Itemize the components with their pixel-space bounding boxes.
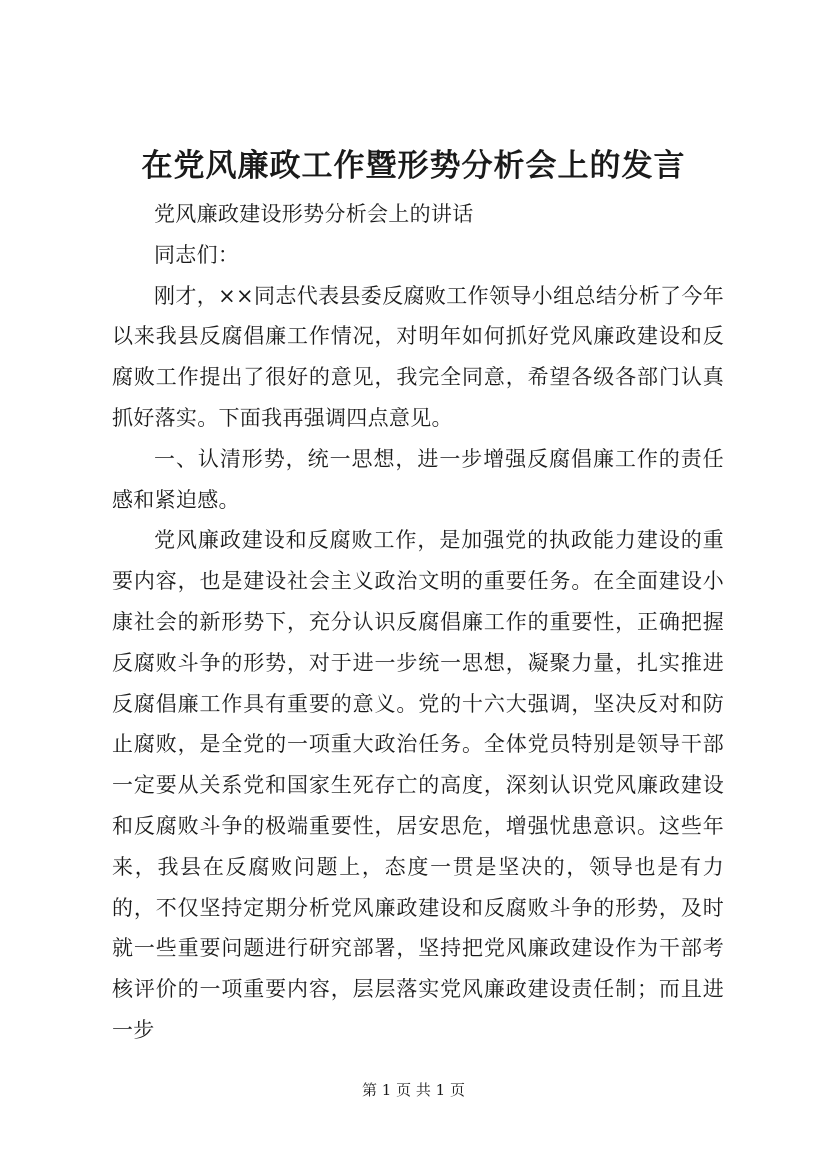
subtitle: 党风廉政建设形势分析会上的讲话 — [154, 202, 474, 226]
salutation: 同志们： — [154, 242, 240, 267]
document-body — [112, 194, 724, 1051]
paragraph-2: 一、认清形势，统一思想，进一步增强反腐倡廉工作的责任感和紧迫感。 — [112, 446, 724, 512]
paragraph-1: 刚才，××同志代表县委反腐败工作领导小组总结分析了今年以来我县反腐倡廉工作情况，对明年如何抓好党风廉政建设和反腐败工作提出了很好的意见，我完全同意，希望各级各部门认真抓好落实。下面我再强调四点意见。 — [112, 283, 724, 430]
page-number-footer: 第 1 页 共 1 页 — [362, 1081, 465, 1099]
paragraph-3: 党风廉政建设和反腐败工作，是加强党的执政能力建设的重要内容，也是建设社会主义政治文明的重要任务。在全面建设小康社会的新形势下，充分认识反腐倡廉工作的重要性，正确把握反腐败斗争的形势，对于进一步统一思想，凝聚力量，扎实推进反腐倡廉工作具有重要的意义。党的十六大强调，坚决反对和防止腐败，是全党的一项重大政治任务。全体党员特别是领导干部一定要从关系党和国家生死存亡的高度，深刻认识党风廉政建设和反腐败斗争的极端重要性，居安思危，增强忧患意识。这些年来，我县在反腐败问题上，态度一贯是坚决的，领导也是有力的，不仅坚持定期分析党风廉政建设和反腐败斗争的形势，及时就一些重要问题进行研究部署，坚持把党风廉政建设作为干部考核评价的一项重要内容，层层落实党风廉政建设责任制；而且进一步 — [112, 528, 724, 1042]
document-title: 在党风廉政工作暨形势分析会上的发言 — [141, 148, 686, 184]
